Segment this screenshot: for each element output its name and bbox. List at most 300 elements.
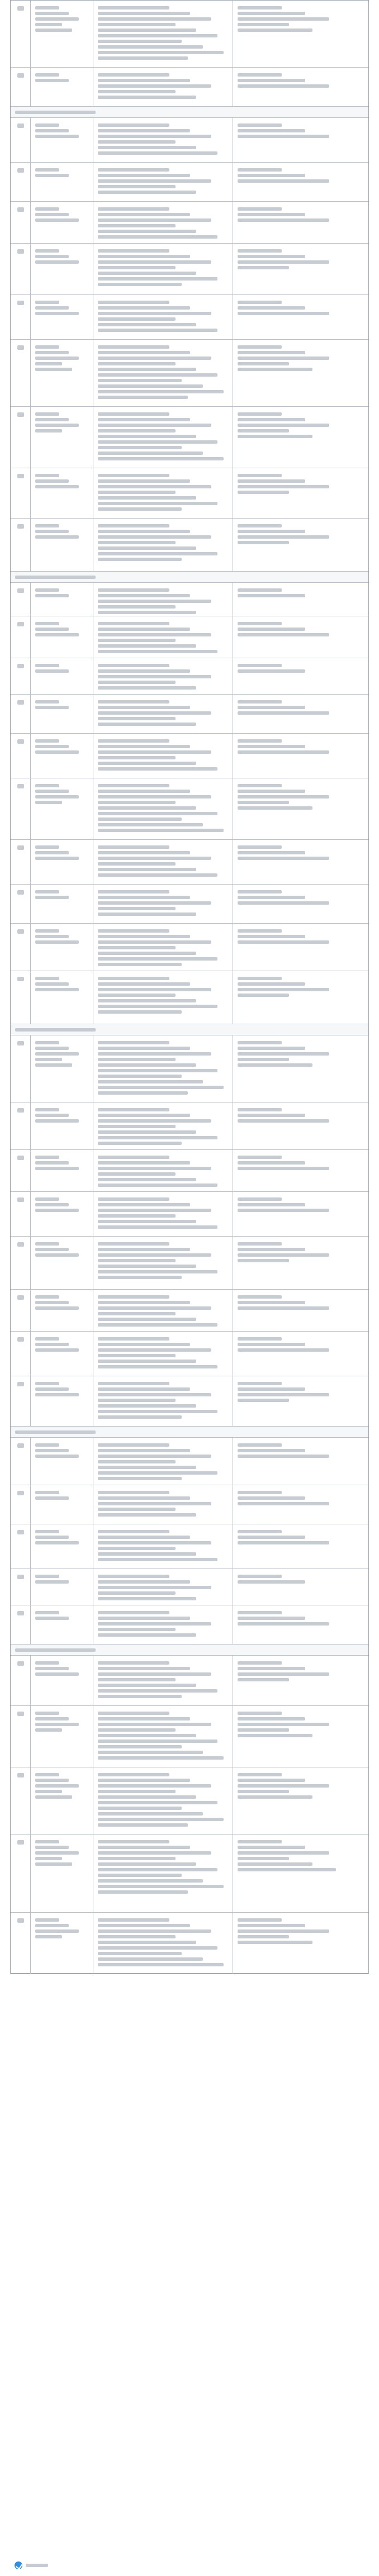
- item-name-cell: [31, 583, 93, 616]
- text-line: [98, 1552, 196, 1556]
- item-name-cell: [31, 658, 93, 694]
- measure-description-cell: [93, 1237, 233, 1289]
- text-line: [35, 988, 79, 991]
- row-number-cell: [11, 1237, 31, 1289]
- text-line: [35, 12, 69, 15]
- text-line: [238, 362, 289, 365]
- text-line: [98, 790, 190, 793]
- item-name-cell: [31, 407, 93, 468]
- text-line: [238, 1455, 329, 1458]
- text-line: [238, 1784, 329, 1788]
- table-row: [11, 1706, 368, 1767]
- text-line: [98, 224, 176, 227]
- text-line: [98, 541, 176, 544]
- text-line: [35, 700, 59, 704]
- table-row: [11, 295, 368, 340]
- text-line: [238, 896, 305, 899]
- text-line: [98, 507, 182, 511]
- text-line: [238, 1924, 305, 1927]
- item-name-cell: [31, 1237, 93, 1289]
- text-line: [238, 845, 282, 849]
- text-line: [35, 255, 69, 258]
- responsible-unit-cell: [233, 1706, 369, 1767]
- table-row: [11, 1102, 368, 1150]
- text-line: [98, 1209, 211, 1212]
- text-line: [98, 552, 217, 555]
- text-line: [98, 249, 169, 253]
- text-line: [98, 207, 169, 211]
- text-line: [98, 1410, 217, 1413]
- text-line: [238, 1156, 282, 1159]
- row-number-placeholder: [17, 784, 24, 788]
- text-line: [98, 1114, 190, 1117]
- table-row: [11, 695, 368, 734]
- section-header: [11, 572, 368, 583]
- measure-description-cell: [93, 68, 233, 106]
- item-name-cell: [31, 1192, 93, 1236]
- measure-description-cell: [93, 1192, 233, 1236]
- text-line: [238, 1382, 282, 1385]
- text-line: [98, 1312, 176, 1315]
- row-number-placeholder: [17, 1242, 24, 1247]
- text-line: [238, 135, 329, 138]
- table-row: [11, 885, 368, 924]
- text-line: [35, 1846, 69, 1849]
- text-line: [98, 84, 211, 88]
- text-line: [98, 1773, 169, 1776]
- text-line: [238, 1058, 289, 1061]
- text-line: [35, 1382, 59, 1385]
- table-row: [11, 1656, 368, 1706]
- text-line: [98, 994, 176, 997]
- text-line: [98, 700, 169, 704]
- measure-description-cell: [93, 244, 233, 294]
- table-row: [11, 971, 368, 1024]
- text-line: [98, 896, 190, 899]
- text-line: [98, 1935, 176, 1938]
- text-line: [98, 1156, 169, 1159]
- row-number-cell: [11, 1605, 31, 1644]
- text-line: [35, 1058, 62, 1061]
- row-number-cell: [11, 163, 31, 201]
- text-line: [35, 345, 59, 349]
- text-line: [98, 1080, 203, 1083]
- text-line: [35, 1041, 59, 1044]
- text-line: [98, 1496, 190, 1500]
- row-number-placeholder: [17, 1918, 24, 1923]
- row-number-cell: [11, 1102, 31, 1149]
- measure-description-cell: [93, 1035, 233, 1102]
- measure-description-cell: [93, 118, 233, 162]
- text-line: [35, 633, 79, 636]
- text-line: [98, 1536, 190, 1539]
- text-line: [35, 129, 69, 132]
- text-line: [238, 633, 329, 636]
- text-line: [238, 1399, 289, 1402]
- text-line: [238, 79, 305, 82]
- text-line: [238, 1918, 282, 1922]
- row-number-placeholder: [17, 664, 24, 668]
- text-line: [35, 123, 59, 127]
- text-line: [238, 1734, 312, 1737]
- item-name-cell: [31, 1150, 93, 1191]
- text-line: [98, 1086, 224, 1089]
- text-line: [238, 857, 329, 860]
- text-line: [98, 681, 176, 684]
- row-number-cell: [11, 1376, 31, 1426]
- text-line: [98, 845, 169, 849]
- measure-description-cell: [93, 1485, 233, 1524]
- text-line: [238, 1790, 289, 1793]
- text-line: [98, 213, 190, 216]
- text-line: [35, 1773, 59, 1776]
- text-line: [35, 418, 69, 421]
- text-line: [238, 1393, 329, 1396]
- row-number-cell: [11, 971, 31, 1024]
- text-line: [238, 218, 329, 222]
- text-line: [98, 664, 169, 667]
- responsible-unit-cell: [233, 1192, 369, 1236]
- text-line: [98, 123, 169, 127]
- text-line: [98, 1491, 169, 1494]
- text-line: [15, 1648, 96, 1652]
- text-line: [98, 1801, 217, 1804]
- table-row: [11, 1834, 368, 1913]
- measure-description-cell: [93, 407, 233, 468]
- text-line: [98, 1723, 211, 1726]
- text-line: [98, 999, 196, 1002]
- measure-description-cell: [93, 1, 233, 67]
- text-line: [238, 1773, 282, 1776]
- row-number-placeholder: [17, 168, 24, 173]
- text-line: [35, 588, 59, 592]
- text-line: [35, 628, 69, 631]
- table-row: [11, 1913, 368, 1974]
- text-line: [238, 664, 282, 667]
- text-line: [98, 1069, 217, 1072]
- text-line: [35, 1197, 59, 1201]
- item-name-cell: [31, 1767, 93, 1834]
- text-line: [98, 1270, 217, 1273]
- text-line: [98, 1306, 211, 1310]
- responsible-unit-cell: [233, 971, 369, 1024]
- text-line: [98, 45, 203, 49]
- row-number-placeholder: [17, 1382, 24, 1386]
- row-number-placeholder: [17, 845, 24, 850]
- item-name-cell: [31, 68, 93, 106]
- text-line: [98, 1178, 196, 1181]
- text-line: [238, 306, 305, 310]
- text-line: [35, 1840, 59, 1843]
- row-number-cell: [11, 244, 31, 294]
- text-line: [98, 622, 169, 625]
- text-line: [98, 1628, 176, 1631]
- text-line: [238, 1541, 329, 1544]
- text-line: [35, 1935, 62, 1938]
- table-row: [11, 1150, 368, 1192]
- text-line: [98, 1253, 211, 1257]
- text-line: [238, 935, 305, 938]
- row-number-placeholder: [17, 1197, 24, 1202]
- text-line: [35, 23, 62, 26]
- responsible-unit-cell: [233, 1913, 369, 1974]
- text-line: [238, 1530, 282, 1533]
- text-line: [98, 351, 190, 354]
- text-line: [35, 1580, 69, 1584]
- text-line: [238, 1611, 282, 1614]
- row-number-placeholder: [17, 1773, 24, 1777]
- text-line: [238, 929, 282, 933]
- text-line: [98, 1203, 190, 1206]
- table-row: [11, 1605, 368, 1645]
- text-line: [35, 479, 69, 483]
- text-line: [98, 491, 176, 494]
- text-line: [238, 1678, 289, 1681]
- text-line: [238, 491, 289, 494]
- measure-description-cell: [93, 778, 233, 839]
- table-row: [11, 1290, 368, 1332]
- text-line: [98, 40, 182, 43]
- section-header: [11, 1645, 368, 1656]
- text-line: [98, 457, 224, 460]
- responsible-unit-cell: [233, 1569, 369, 1605]
- item-name-cell: [31, 778, 93, 839]
- text-line: [98, 96, 196, 99]
- table-row: [11, 1192, 368, 1237]
- text-line: [35, 1209, 79, 1212]
- row-number-cell: [11, 1485, 31, 1524]
- text-line: [98, 373, 217, 377]
- responsible-unit-cell: [233, 202, 369, 243]
- text-line: [238, 801, 289, 804]
- table-row: [11, 840, 368, 885]
- text-line: [98, 1301, 190, 1304]
- text-line: [98, 650, 217, 653]
- item-name-cell: [31, 519, 93, 571]
- text-line: [98, 260, 211, 264]
- text-line: [238, 1672, 329, 1676]
- measure-description-cell: [93, 695, 233, 733]
- text-line: [238, 174, 305, 177]
- text-line: [35, 1918, 59, 1922]
- text-line: [238, 12, 305, 15]
- text-line: [98, 1684, 196, 1687]
- measure-description-cell: [93, 519, 233, 571]
- text-line: [98, 429, 176, 432]
- responsible-unit-cell: [233, 1376, 369, 1426]
- text-line: [238, 594, 305, 597]
- text-line: [238, 368, 312, 371]
- text-line: [238, 1047, 305, 1050]
- text-line: [35, 485, 79, 488]
- text-line: [98, 756, 176, 759]
- text-line: [238, 1935, 289, 1938]
- text-line: [98, 935, 190, 938]
- row-number-placeholder: [17, 1575, 24, 1579]
- text-line: [98, 1622, 211, 1626]
- text-line: [98, 946, 176, 949]
- text-line: [98, 1728, 176, 1732]
- text-line: [98, 255, 190, 258]
- text-line: [98, 1941, 196, 1944]
- text-line: [98, 686, 196, 690]
- text-line: [238, 1857, 289, 1860]
- text-line: [35, 1857, 62, 1860]
- item-name-cell: [31, 1706, 93, 1767]
- responsible-unit-cell: [233, 340, 369, 406]
- text-line: [98, 1172, 176, 1176]
- text-line: [98, 1460, 176, 1463]
- text-line: [35, 1779, 69, 1782]
- responsible-unit-cell: [233, 519, 369, 571]
- text-line: [98, 628, 190, 631]
- text-line: [238, 129, 305, 132]
- text-line: [98, 502, 217, 505]
- table-row: [11, 1376, 368, 1427]
- text-line: [98, 1633, 196, 1637]
- text-line: [98, 1387, 190, 1391]
- text-line: [98, 51, 224, 54]
- row-number-cell: [11, 658, 31, 694]
- text-line: [98, 485, 211, 488]
- text-line: [35, 745, 69, 748]
- text-line: [98, 266, 176, 269]
- responsible-unit-cell: [233, 1332, 369, 1376]
- text-line: [35, 801, 62, 804]
- item-name-cell: [31, 1524, 93, 1569]
- text-line: [238, 1851, 329, 1855]
- text-line: [98, 440, 217, 444]
- text-line: [98, 901, 211, 905]
- text-line: [238, 1114, 305, 1117]
- text-line: [98, 1063, 196, 1067]
- item-name-cell: [31, 1290, 93, 1331]
- text-line: [98, 496, 196, 500]
- row-number-placeholder: [17, 622, 24, 626]
- text-line: [238, 1941, 312, 1944]
- text-line: [98, 345, 169, 349]
- text-line: [98, 1918, 169, 1922]
- text-line: [35, 1617, 69, 1620]
- text-line: [238, 435, 312, 438]
- row-number-cell: [11, 734, 31, 778]
- text-line: [98, 1393, 211, 1396]
- text-line: [35, 669, 69, 673]
- text-line: [98, 412, 169, 416]
- text-line: [35, 750, 79, 754]
- table-row: [11, 244, 368, 295]
- table-row: [11, 778, 368, 840]
- row-number-placeholder: [17, 301, 24, 305]
- row-number-placeholder: [17, 1108, 24, 1113]
- row-number-placeholder: [17, 1156, 24, 1160]
- row-number-placeholder: [17, 6, 24, 11]
- row-number-cell: [11, 778, 31, 839]
- text-line: [238, 851, 305, 854]
- row-number-cell: [11, 1290, 31, 1331]
- text-line: [15, 576, 96, 579]
- text-line: [98, 982, 190, 986]
- text-line: [98, 179, 211, 183]
- text-line: [238, 901, 329, 905]
- measure-description-cell: [93, 1524, 233, 1569]
- responsible-unit-cell: [233, 1, 369, 67]
- text-line: [35, 168, 59, 172]
- row-number-cell: [11, 1656, 31, 1705]
- measure-description-cell: [93, 1834, 233, 1912]
- text-line: [98, 323, 196, 326]
- text-line: [98, 977, 169, 980]
- text-line: [238, 301, 282, 304]
- text-line: [98, 1823, 188, 1827]
- text-line: [98, 1248, 190, 1251]
- text-line: [238, 312, 329, 315]
- text-line: [98, 235, 217, 239]
- row-number-cell: [11, 885, 31, 923]
- watermark-logo: [15, 2560, 50, 2570]
- text-line: [98, 1952, 182, 1955]
- text-line: [98, 588, 169, 592]
- text-line: [98, 317, 176, 321]
- text-line: [98, 795, 211, 799]
- row-number-placeholder: [17, 123, 24, 128]
- text-line: [238, 1248, 305, 1251]
- table-row: [11, 118, 368, 163]
- measure-description-cell: [93, 1913, 233, 1974]
- responsible-unit-cell: [233, 1237, 369, 1289]
- text-line: [238, 628, 305, 631]
- row-number-placeholder: [17, 739, 24, 744]
- text-line: [35, 1337, 59, 1341]
- text-line: [35, 1790, 62, 1793]
- text-line: [98, 669, 190, 673]
- text-line: [98, 1946, 217, 1950]
- text-line: [98, 23, 176, 26]
- text-line: [35, 524, 59, 527]
- row-number-cell: [11, 68, 31, 106]
- text-line: [98, 1415, 182, 1419]
- text-line: [98, 168, 169, 172]
- text-line: [35, 845, 59, 849]
- text-line: [35, 622, 59, 625]
- text-line: [238, 73, 282, 77]
- text-line: [98, 1471, 217, 1475]
- text-line: [98, 1259, 176, 1262]
- responsible-unit-cell: [233, 407, 369, 468]
- text-line: [35, 213, 69, 216]
- text-line: [98, 823, 203, 826]
- text-line: [238, 1862, 312, 1866]
- text-line: [35, 1393, 79, 1396]
- text-line: [35, 1851, 79, 1855]
- text-line: [238, 1723, 329, 1726]
- text-line: [98, 633, 211, 636]
- table-row: [11, 734, 368, 778]
- text-line: [98, 851, 190, 854]
- item-name-cell: [31, 295, 93, 339]
- text-line: [98, 1214, 176, 1218]
- text-line: [35, 1795, 72, 1799]
- text-line: [35, 1575, 59, 1578]
- text-line: [238, 1337, 282, 1341]
- responsible-unit-cell: [233, 1656, 369, 1705]
- table-row: [11, 1485, 368, 1524]
- text-line: [98, 1667, 190, 1670]
- row-number-cell: [11, 407, 31, 468]
- table-row: [11, 68, 368, 107]
- text-line: [238, 1387, 305, 1391]
- text-line: [35, 1203, 69, 1206]
